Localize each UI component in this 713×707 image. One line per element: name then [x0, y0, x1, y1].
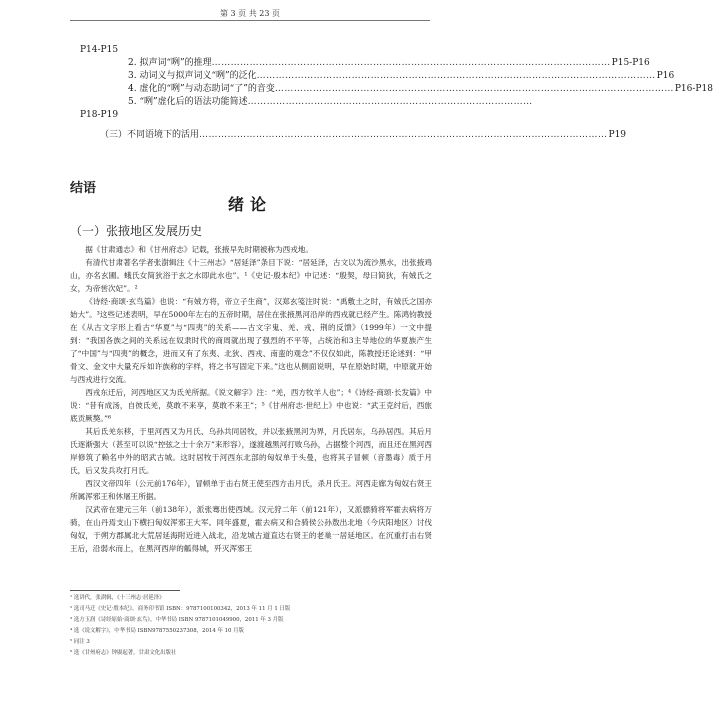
toc-entry-page: P15-P16 [611, 58, 650, 68]
paragraph: 据《甘肃通志》和《甘州府志》记载，张掖早先时期被称为西戎地。 [85, 245, 313, 254]
toc-entry[interactable] [128, 96, 533, 109]
footnote: ¹ 选讲代，张澍辑，《十三州志·居延泽》 [70, 595, 165, 601]
footnote: ⁶ 选《甘州府志》钟赓起著，甘肃文化出版社 [70, 650, 177, 656]
toc-leader-dots: ………………………………………………………………………………………………………………… [199, 130, 608, 140]
paragraph: 有清代甘肃著名学者张澍辑注《十三州志》“居延泽”条目下说：“居延泽，古文以为流沙黑水，出张掖鸡山，亦名玄圃。蛾氏女简狄浴于玄之水即此水也”。¹《史记·殷本纪》中记述：“殷契，母曰简狄，有娀氏之女，为帝喾次妃”。² [70, 258, 432, 293]
footnote: ⁴ 选《说文解字》，中华书局 ISBN9787550237308，2014 年 10 月版 [70, 628, 244, 634]
toc-entry-label: （三）不同语境下的活用 [100, 130, 200, 140]
toc-entry-label: 4. 虚化的“咧”与动态助词“了”的音变 [128, 84, 275, 94]
header-rule [70, 20, 430, 21]
footnote-rule [70, 590, 180, 591]
paragraph: 其后氐羌东移，于里河西又为月氏、乌孙共同居牧，并以张掖黑河为界，月氏居东，乌孙居西。其后月氏逐渐强大（甚至可以说“控弦之士十余万”来形容），遂渡越黑河打败乌孙，占据整个河西，而且还在黑河西岸修筑了赖名中外的昭武古城。这时居牧于河西东北部的匈奴单于头曼，也将其子冒顿（音墨毒）质于月氏，后又发兵攻打月氏。 [70, 427, 432, 475]
paragraph: 《诗经·商颂·玄鸟篇》也说：“有娀方将，帝立子生商”，汉郑玄笺注时说：“禹敷土之时，有娀氏之国亦始大”。³这些记述表明，早在5000年左右的五帝时期，居住在张掖黑河沿岸的西戎就已经产生。陈鸿钧教授在《从古文字形上看古“华夏”与“四夷”的关系——古文字鬼、羌、戎、荆的反馈》（1999年）一文中提到：“我国各族之间的关系远在奴隶时代的商周就出现了强烈的不平等，占统治和3主导地位的华夏族产生了“中国”与“四夷”的概念，进而又有了东夷、北狄、西戎、南蛮的观念”不仅仅如此，陈教授还论述到：“甲骨文、金文中大量充斥如许族称的字样，将之书写固定下来。”这也从侧面说明，早在原始时期，中原就开始与西戎进行交流。 [70, 297, 432, 384]
paragraph: 汉武帝在建元三年（前138年），派张骞出使西域。汉元狩二年（前121年），又派骠骑将军霍去病将万骑，在山丹焉支山下横扫匈奴浑邪王大军。同年盛夏，霍去病又和合骑侯公孙敖出北地（今庆阳地区）讨伐匈奴，于朔方郡属北大荒居延海附近进入战北，沿龙城古道直达右贤王的老巢一居延地区。在沉重打击右贤王后，沿弱水而上，在黑河西岸的觚得城，歼灭浑邪王 [70, 505, 432, 553]
paragraph: 西戎东迁后，河西地区又为氐羌所据。《说文解字》注：“羌，西方牧羊人也”；⁴《诗经·商颂·长发篇》中说：“昔有成汤，自彼氐羌，莫敢不来享，莫敢不来王”；⁵《甘州府志·世纪上》中也说：“武王克纣后，西旅底贡厥獒。”⁶ [70, 388, 432, 423]
toc-entry[interactable] [100, 129, 627, 142]
toc-page-range: P14-P15 [80, 45, 119, 55]
conclusion-heading: 结语 [70, 181, 97, 196]
footnote: ⁵ 同注 3 [70, 639, 90, 645]
paragraph: 西汉文帝四年（公元前176年），冒顿单于击右贤王使至西方击月氏，杀月氏王。河西走廊为匈奴右贤王所属浑邪王和休屠王所据。 [70, 479, 432, 501]
footnotes [70, 593, 430, 659]
toc-entry[interactable] [128, 70, 675, 83]
body-text [70, 243, 432, 555]
toc-leader-dots: ……………………………………………………………………………… [247, 97, 533, 107]
page-header: 第 3 页 共 23 页 [220, 9, 280, 18]
toc-entry-label: 5. “咧”虚化后的语法功能简述 [128, 97, 248, 107]
footnote: ² 选司马迁《史记·殷本纪》，商务印书馆 ISBN：9787100100342，2013 年 11 月 1 日版 [70, 606, 291, 612]
toc-entry-label: 2. 拟声词“咧”的推理 [128, 58, 212, 68]
toc-entry-page: P19 [608, 130, 627, 140]
toc-entry-label: 3. 动词义与拟声词义“咧”的泛化 [128, 71, 257, 81]
toc-entry-page: P16 [656, 71, 675, 81]
toc-entry[interactable] [128, 57, 650, 70]
toc-leader-dots: ……………………………………………………………………………………………………………… [211, 58, 611, 68]
toc-leader-dots: ……………………………………………………………………………………………………………… [256, 71, 656, 81]
page-title: 绪论 [227, 195, 272, 214]
toc-entry[interactable] [128, 83, 713, 96]
section-heading: （一）张掖地区发展历史 [70, 224, 203, 238]
toc-page-range: P18-P19 [80, 110, 119, 120]
footnote: ³ 选方玉润《诗经原始·商颂·玄鸟》，中华书局 ISBN 9787101049900，2011 年 3 月版 [70, 617, 284, 623]
toc-leader-dots: ……………………………………………………………………………………………………………… [274, 84, 674, 94]
toc-entry-page: P16-P18 [674, 84, 713, 94]
